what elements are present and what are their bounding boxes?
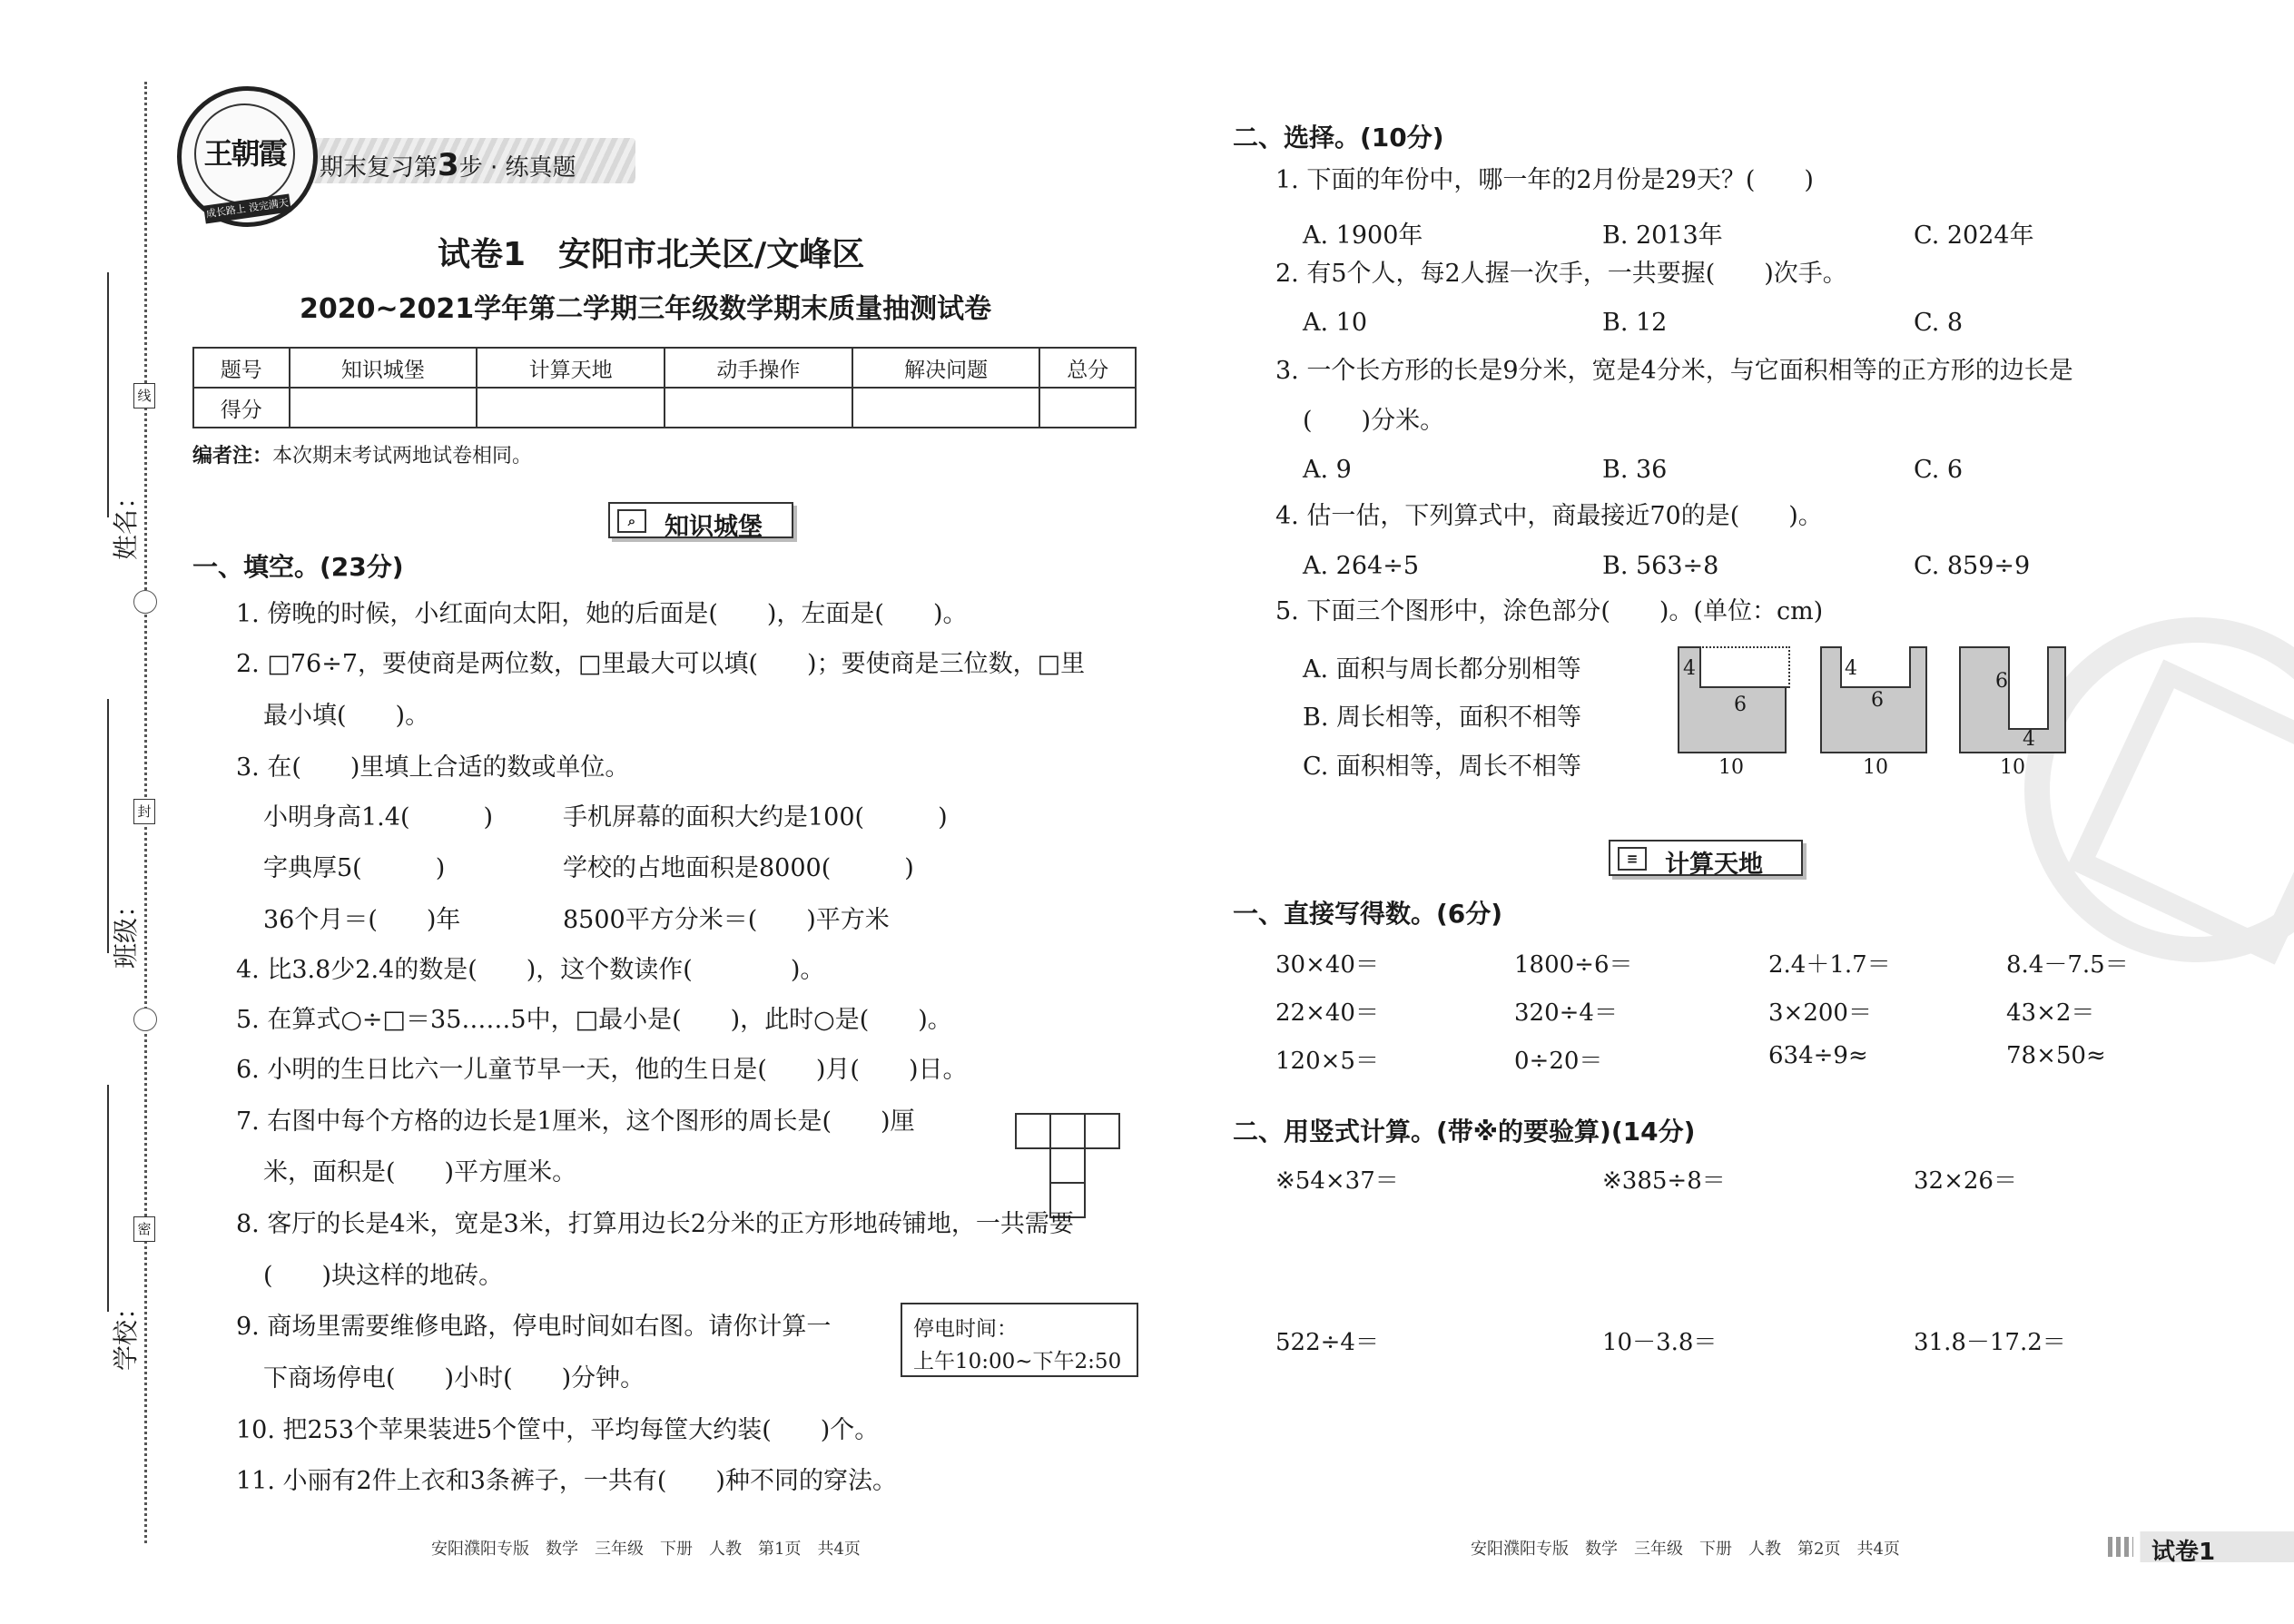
page-footer-right: 安阳濮阳专版 数学 三年级 下册 人教 第2页 共4页 [1471, 1540, 1900, 1559]
question-3: 3. 在( )里填上合适的数或单位。 [236, 753, 630, 782]
banner-prefix: 期末复习第 [320, 154, 438, 182]
choice-option: B. 36 [1602, 456, 1668, 484]
figure-label: 4 [2023, 728, 2035, 751]
choice-1: 1. 下面的年份中，哪一年的2月份是29天？( ) [1275, 166, 1814, 194]
figure-cutout [2008, 646, 2049, 730]
choice-option: B. 2013年 [1602, 221, 1723, 250]
choice-3-line2: ( )分米。 [1303, 407, 1445, 435]
calc-item: 0÷20＝ [1514, 1048, 1603, 1075]
choice-option: C. 面积相等，周长不相等 [1303, 753, 1581, 781]
figure-label: 6 [1734, 694, 1747, 716]
notice-title: 停电时间： [913, 1317, 1018, 1341]
part2-title: 二、选择。(10分) [1233, 123, 1444, 153]
question-7-line1: 7. 右图中每个方格的边长是1厘米，这个图形的周长是( )厘 [236, 1107, 915, 1136]
logo-text: 王朝霞 [194, 103, 295, 204]
question-11: 11. 小丽有2件上衣和3条裤子，一共有( )种不同的穿法。 [236, 1467, 897, 1495]
calc-item: 320÷4＝ [1514, 999, 1618, 1027]
question-8-line1: 8. 客厅的长是4米，宽是3米，打算用边长2分米的正方形地砖铺地，一共需要 [236, 1210, 1074, 1238]
choice-option: B. 12 [1602, 309, 1668, 337]
choice-5: 5. 下面三个图形中，涂色部分( )。(单位：cm) [1275, 597, 1824, 625]
question-2-line2: 最小填( )。 [263, 702, 430, 730]
name-write-line [107, 272, 109, 517]
choice-option: A. 9 [1303, 456, 1352, 484]
choice-option: C. 6 [1914, 456, 1964, 484]
q3-item: 8500平方分米＝( )平方米 [563, 906, 890, 934]
editor-note [192, 440, 532, 468]
calc-item: 120×5＝ [1275, 1048, 1379, 1075]
choice-option: C. 2024年 [1914, 221, 2034, 250]
figure-label: 6 [1995, 670, 2008, 693]
score-cell[interactable] [477, 388, 665, 428]
vertical-calc-item: ※54×37＝ [1275, 1167, 1399, 1195]
score-row-label: 得分 [193, 388, 290, 428]
editor-note-text: 本次期末考试两地试卷相同。 [272, 445, 533, 468]
score-table [192, 347, 1137, 428]
figure-label: 4 [1683, 657, 1696, 680]
part1-title: 一、填空。(23分) [192, 552, 404, 582]
shaded-figure-2 [1820, 646, 1927, 753]
grid-square [1049, 1113, 1086, 1149]
calc-item: 43×2＝ [2006, 999, 2095, 1027]
score-header: 知识城堡 [290, 348, 478, 388]
school-write-line [107, 1085, 109, 1312]
grid-square [1015, 1113, 1051, 1149]
class-label: 班级： [111, 891, 142, 969]
choice-option: A. 面积与周长都分别相等 [1303, 655, 1581, 684]
choice-4: 4. 估一估，下列算式中，商最接近70的是( )。 [1275, 502, 1823, 530]
step-banner [300, 138, 635, 183]
score-header: 总分 [1039, 348, 1136, 388]
calc2-title: 二、用竖式计算。(带※的要验算)(14分) [1233, 1117, 1696, 1147]
banner-step-number: 3 [438, 147, 459, 183]
question-5: 5. 在算式○÷□＝35……5中，□最小是( )，此时○是( )。 [236, 1006, 952, 1034]
figure-width-label: 10 [1863, 756, 1888, 779]
q3-item: 字典厚5( ) [263, 854, 446, 882]
figure-width-label: 10 [1718, 756, 1744, 779]
calc-item: 1800÷6＝ [1514, 951, 1633, 979]
choice-option: C. 8 [1914, 309, 1964, 337]
calc-item: 8.4－7.5＝ [2006, 951, 2129, 979]
question-2-line1: 2. □76÷7，要使商是两位数，□里最大可以填( )；要使商是三位数，□里 [236, 650, 1086, 678]
figure-label: 4 [1845, 657, 1857, 680]
calc-item: 3×200＝ [1768, 999, 1872, 1027]
power-outage-notice [901, 1303, 1138, 1377]
q3-item: 小明身高1.4( ) [263, 803, 494, 832]
cut-mark-seal: 封 [133, 799, 155, 824]
square-grid-figure [1015, 1113, 1126, 1224]
vertical-calc-item: ※385÷8＝ [1602, 1167, 1726, 1195]
section-knowledge-castle [608, 502, 793, 541]
cut-mark-secret: 密 [133, 1216, 155, 1242]
question-8-line2: ( )块这样的地砖。 [263, 1262, 504, 1290]
score-cell[interactable] [852, 388, 1040, 428]
choice-option: C. 859÷9 [1914, 552, 2031, 580]
score-header: 动手操作 [665, 348, 852, 388]
choice-option: A. 1900年 [1303, 221, 1423, 250]
figure-cutout [1699, 646, 1790, 688]
calc1-title: 一、直接写得数。(6分) [1233, 899, 1503, 929]
shaded-figure-1 [1678, 646, 1787, 753]
shaded-figure-3 [1959, 646, 2066, 753]
score-header: 解决问题 [852, 348, 1040, 388]
q3-item: 手机屏幕的面积大约是100( ) [563, 803, 948, 832]
banner-suffix: 步 · 练真题 [458, 154, 576, 182]
calc-item: 634÷9≈ [1768, 1042, 1868, 1069]
question-9-line1: 9. 商场里需要维修电路，停电时间如右图。请你计算一 [236, 1313, 832, 1341]
magnifier-icon: ⌕ [617, 509, 646, 533]
section-title: 知识城堡 [665, 513, 763, 541]
calc-item: 22×40＝ [1275, 999, 1379, 1027]
section-calculation [1609, 840, 1803, 879]
exam-number-label: 试卷1 [2151, 1539, 2216, 1566]
name-label: 姓名： [111, 483, 142, 561]
calc-item: 78×50≈ [2006, 1042, 2106, 1069]
vertical-calc-item: 522÷4＝ [1275, 1329, 1379, 1356]
score-header: 计算天地 [477, 348, 665, 388]
grid-square [1049, 1147, 1086, 1184]
figure-width-label: 10 [2000, 756, 2025, 779]
choice-2: 2. 有5个人，每2人握一次手，一共要握( )次手。 [1275, 260, 1847, 288]
binding-hole-icon [133, 1008, 157, 1031]
question-6: 6. 小明的生日比六一儿童节早一天，他的生日是( )月( )日。 [236, 1056, 968, 1084]
question-4: 4. 比3.8少2.4的数是( )，这个数读作( )。 [236, 956, 825, 984]
book-icon: ≡ [1618, 847, 1647, 871]
stamp-inner [2066, 659, 2294, 964]
vertical-calc-item: 10－3.8＝ [1602, 1329, 1718, 1356]
choice-3-line1: 3. 一个长方形的长是9分米，宽是4分米，与它面积相等的正方形的边长是 [1275, 357, 2073, 385]
calc-item: 2.4＋1.7＝ [1768, 951, 1891, 979]
question-7-line2: 米，面积是( )平方厘米。 [263, 1158, 577, 1186]
score-cell[interactable] [290, 388, 478, 428]
choice-option: B. 周长相等，面积不相等 [1303, 704, 1582, 732]
logo-ribbon: 成长路上 没完满天 [203, 193, 291, 223]
vertical-calc-item: 32×26＝ [1914, 1167, 2017, 1195]
question-9-line2: 下商场停电( )小时( )分钟。 [263, 1364, 645, 1393]
q3-item: 学校的占地面积是8000( ) [563, 854, 914, 882]
score-cell[interactable] [1039, 388, 1136, 428]
school-label: 学校： [111, 1294, 142, 1372]
exam-title: 试卷1 安阳市北关区/文峰区 [438, 236, 865, 273]
dots-decoration-icon [2108, 1537, 2133, 1557]
choice-option: A. 10 [1303, 309, 1368, 337]
page-footer-left: 安阳濮阳专版 数学 三年级 下册 人教 第1页 共4页 [431, 1540, 861, 1559]
choice-option: A. 264÷5 [1303, 552, 1419, 580]
exam-subtitle: 2020~2021学年第二学期三年级数学期末质量抽测试卷 [300, 293, 992, 325]
question-10: 10. 把253个苹果装进5个筐中，平均每筐大约装( )个。 [236, 1416, 880, 1444]
binding-hole-icon [133, 590, 157, 614]
notice-time: 上午10:00~下午2:50 [913, 1350, 1122, 1373]
score-header: 题号 [193, 348, 290, 388]
figure-label: 6 [1871, 689, 1884, 712]
score-cell[interactable] [665, 388, 852, 428]
calc-item: 30×40＝ [1275, 951, 1379, 979]
vertical-calc-item: 31.8－17.2＝ [1914, 1329, 2066, 1356]
choice-option: B. 563÷8 [1602, 552, 1719, 580]
question-1: 1. 傍晚的时候，小红面向太阳，她的后面是( )，左面是( )。 [236, 600, 968, 628]
brand-logo [177, 86, 318, 227]
cut-mark-line: 线 [133, 383, 155, 408]
q3-item: 36个月＝( )年 [263, 906, 461, 934]
editor-note-label: 编者注： [192, 445, 273, 468]
section-title: 计算天地 [1665, 851, 1763, 879]
grid-square [1084, 1113, 1120, 1149]
